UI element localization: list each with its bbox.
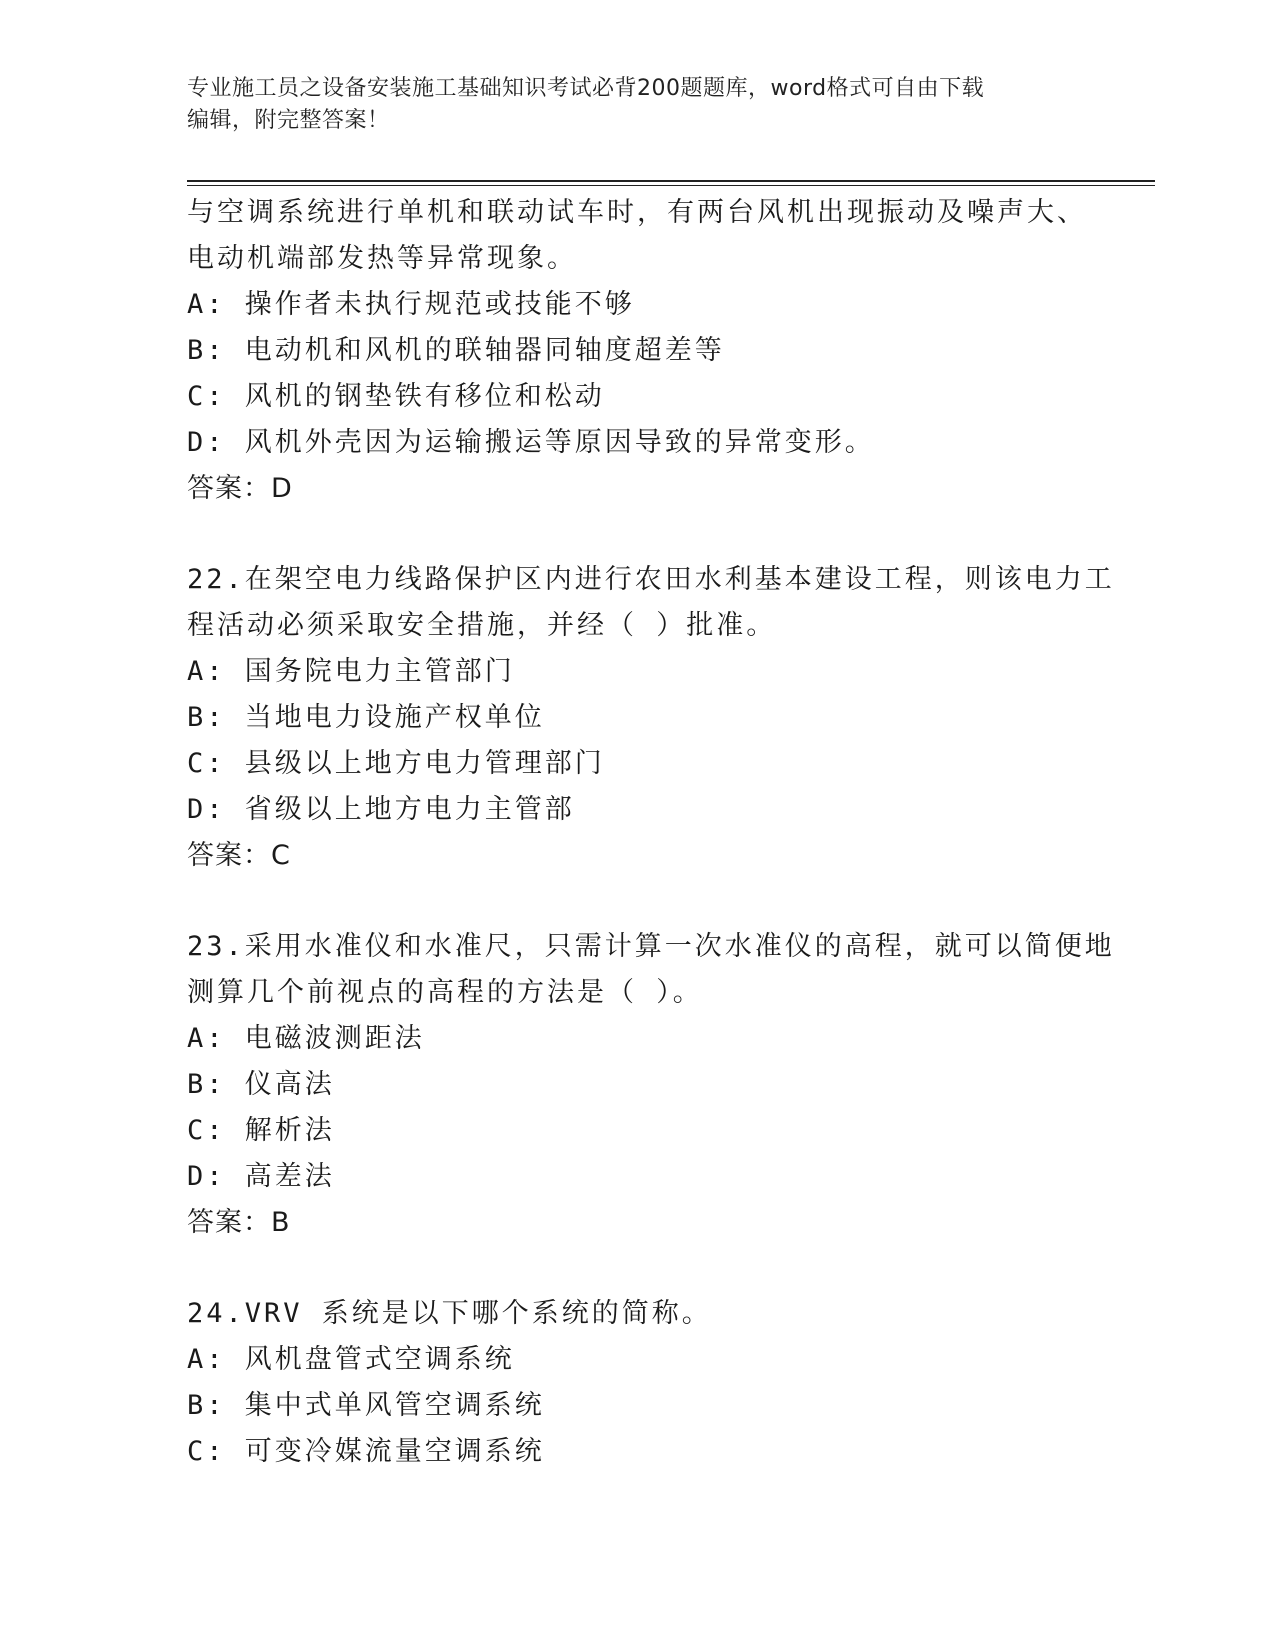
spacer xyxy=(187,1246,1087,1291)
question-stem-line: 测算几个前视点的高程的方法是（ ）。 xyxy=(187,977,703,1008)
option-a: A: 国务院电力主管部门 xyxy=(187,656,515,687)
option-c: C: 可变冷媒流量空调系统 xyxy=(187,1436,545,1467)
option-b: B: 仪高法 xyxy=(187,1069,335,1100)
question-stem-line: 24.VRV 系统是以下哪个系统的简称。 xyxy=(187,1298,712,1329)
header-divider-thin xyxy=(187,185,1155,186)
option-c: C: 解析法 xyxy=(187,1115,335,1146)
header-line-1: 专业施工员之设备安装施工基础知识考试必背200题题库，word格式可自由下载 xyxy=(187,76,985,101)
option-d: D: 风机外壳因为运输搬运等原因导致的异常变形。 xyxy=(187,427,875,458)
page-header xyxy=(187,73,1087,137)
header-line-2: 编辑，附完整答案！ xyxy=(187,108,390,133)
question-21 xyxy=(187,190,1087,512)
option-c: C: 风机的钢垫铁有移位和松动 xyxy=(187,381,605,412)
answer-label: 答案：B xyxy=(187,1207,291,1238)
question-list xyxy=(187,190,1115,1475)
spacer xyxy=(187,879,1087,924)
option-a: A: 电磁波测距法 xyxy=(187,1023,425,1054)
option-c: C: 县级以上地方电力管理部门 xyxy=(187,748,605,779)
question-stem-line: 电动机端部发热等异常现象。 xyxy=(187,243,577,274)
option-b: B: 集中式单风管空调系统 xyxy=(187,1390,545,1421)
option-d: D: 高差法 xyxy=(187,1161,335,1192)
header-divider-thick xyxy=(187,180,1155,182)
question-stem-line: 程活动必须采取安全措施，并经（ ）批准。 xyxy=(187,610,777,641)
question-24 xyxy=(187,1291,1087,1475)
option-b: B: 当地电力设施产权单位 xyxy=(187,702,545,733)
answer-label: 答案：C xyxy=(187,840,291,871)
question-22 xyxy=(187,557,1115,879)
spacer xyxy=(187,512,1087,557)
answer-label: 答案：D xyxy=(187,473,293,504)
question-23 xyxy=(187,924,1115,1246)
question-stem-line: 23.采用水准仪和水准尺，只需计算一次水准仪的高程，就可以简便地 xyxy=(187,931,1115,962)
option-b: B: 电动机和风机的联轴器同轴度超差等 xyxy=(187,335,725,366)
option-a: A: 风机盘管式空调系统 xyxy=(187,1344,515,1375)
question-stem-line: 与空调系统进行单机和联动试车时，有两台风机出现振动及噪声大、 xyxy=(187,197,1087,228)
question-stem-line: 22.在架空电力线路保护区内进行农田水利基本建设工程，则该电力工 xyxy=(187,564,1115,595)
option-a: A: 操作者未执行规范或技能不够 xyxy=(187,289,635,320)
option-d: D: 省级以上地方电力主管部 xyxy=(187,794,575,825)
